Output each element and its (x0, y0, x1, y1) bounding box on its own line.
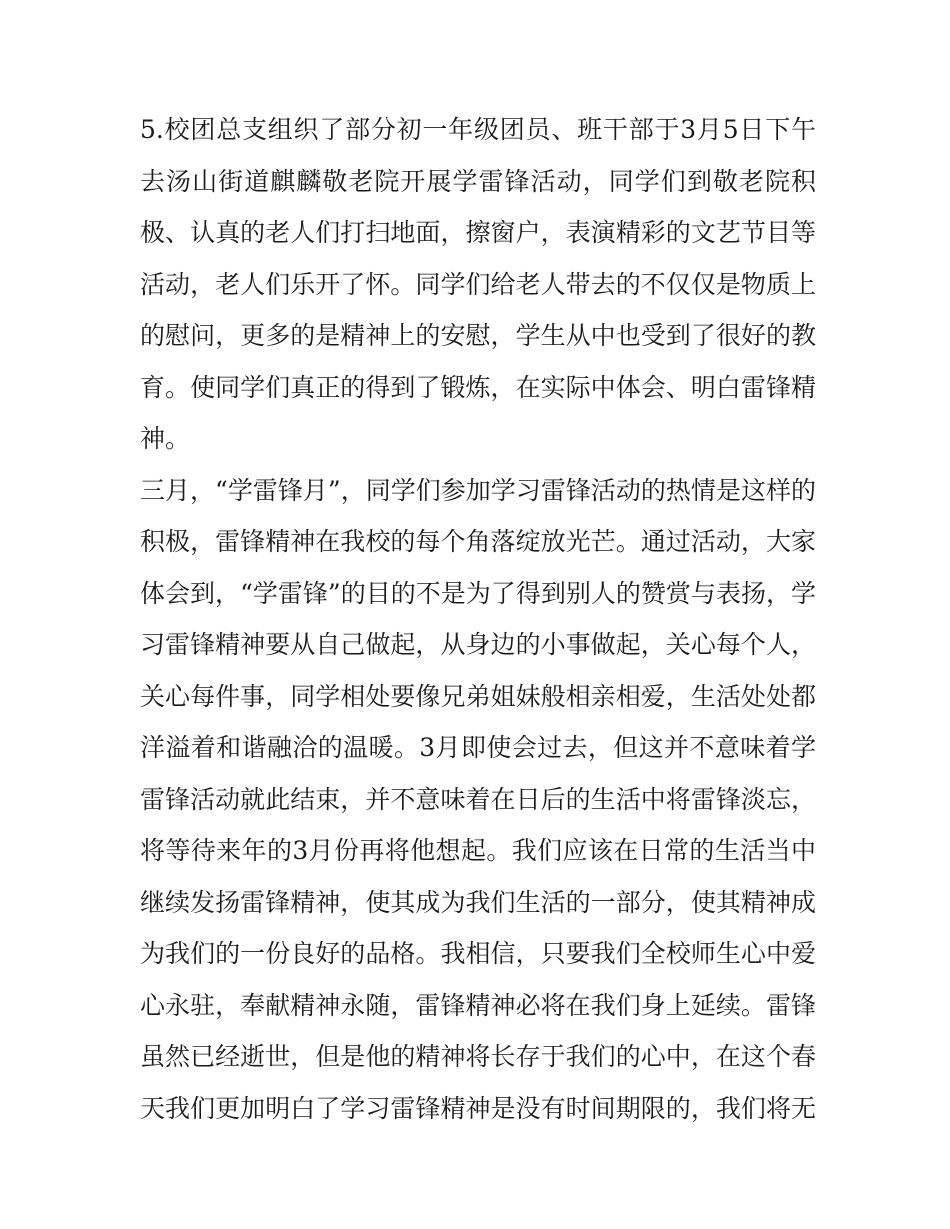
text-line: 积极，雷锋精神在我校的每个角落绽放光芒。通过活动，大家 (140, 527, 816, 556)
text-line: 三月，“学雷锋月”，同学们参加学习雷锋活动的热情是这样的 (140, 475, 816, 505)
text-line: 洋溢着和谐融洽的温暖。3月即使会过去，但这并不意味着学 (140, 733, 816, 762)
text-line: 雷锋活动就此结束，并不意味着在日后的生活中将雷锋淡忘， (140, 784, 816, 814)
text-line: 神。 (140, 424, 191, 453)
paragraph-activity-report (140, 104, 816, 465)
text-line: 极、认真的老人们打扫地面，擦窗户，表演精彩的文艺节目等 (140, 218, 816, 247)
text-line: 继续发扬雷锋精神，使其成为我们生活的一部分，使其精神成 (140, 887, 816, 917)
text-line: 习雷锋精神要从自己做起，从身边的小事做起，关心每个人， (140, 630, 816, 659)
document-body (140, 104, 816, 1134)
text-line: 虽然已经逝世，但是他的精神将长存于我们的心中，在这个春 (140, 1042, 816, 1071)
text-line: 心永驻，奉献精神永随，雷锋精神必将在我们身上延续。雷锋 (140, 990, 816, 1020)
text-line: 体会到，“学雷锋”的目的不是为了得到别人的赞赏与表扬，学 (140, 578, 816, 608)
text-line: 将等待来年的3月份再将他想起。我们应该在日常的生活当中 (140, 836, 816, 865)
text-line: 育。使同学们真正的得到了锻炼，在实际中体会、明白雷锋精 (140, 372, 816, 402)
text-line: 天我们更加明白了学习雷锋精神是没有时间期限的，我们将无 (140, 1093, 816, 1123)
text-line: 5.校团总支组织了部分初一年级团员、班干部于3月5日下午 (140, 115, 816, 144)
paragraph-conclusion (140, 465, 816, 1135)
text-line: 关心每件事，同学相处要像兄弟姐妹般相亲相爱，生活处处都 (140, 681, 816, 711)
text-line: 活动，老人们乐开了怀。同学们给老人带去的不仅仅是物质上 (140, 269, 816, 299)
text-line: 的慰问，更多的是精神上的安慰，学生从中也受到了很好的教 (140, 321, 816, 350)
text-line: 为我们的一份良好的品格。我相信，只要我们全校师生心中爱 (140, 939, 816, 968)
text-line: 去汤山街道麒麟敬老院开展学雷锋活动，同学们到敬老院积 (140, 166, 816, 196)
